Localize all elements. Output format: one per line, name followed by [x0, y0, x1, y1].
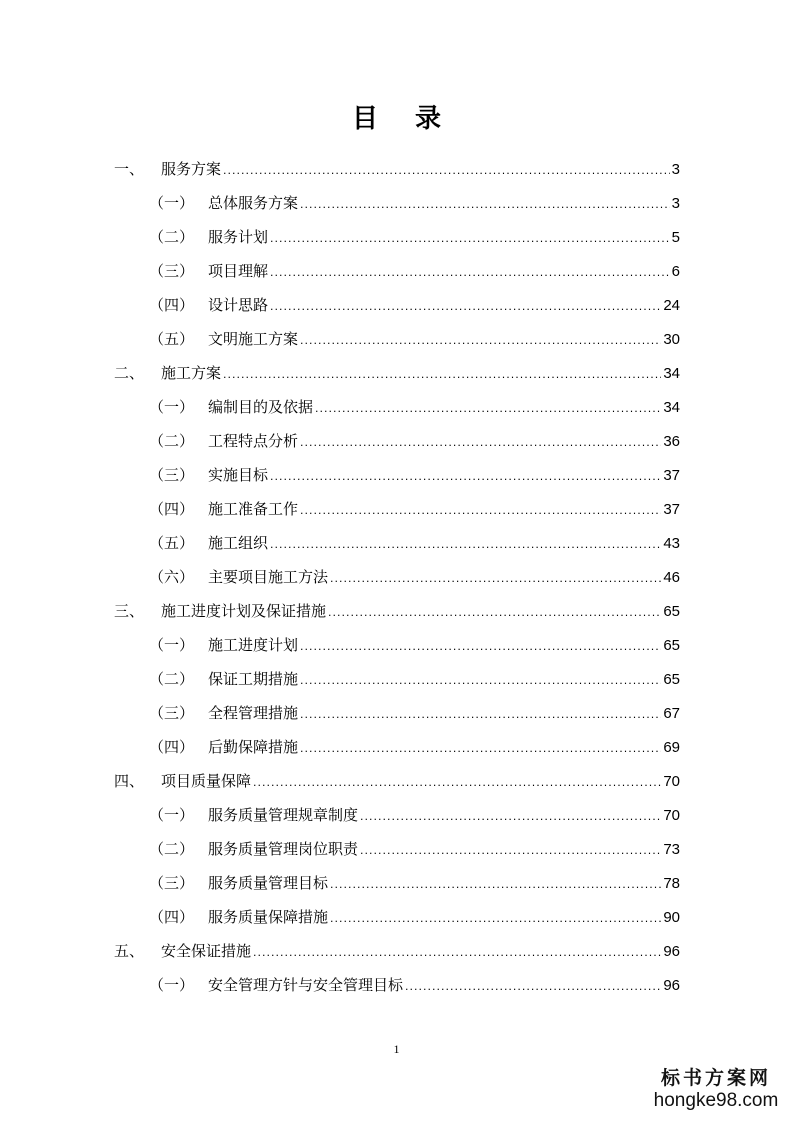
toc-dot-leader: [253, 766, 661, 800]
toc-dot-leader: [330, 902, 661, 936]
toc-dot-leader: [223, 358, 661, 392]
toc-entry-page: 37: [663, 467, 680, 484]
toc-entry-title: 服务方案: [161, 160, 222, 178]
toc-dot-leader: [300, 324, 661, 358]
toc-entry-title: 施工进度计划及保证措施: [161, 602, 327, 620]
page-number: 1: [393, 1042, 400, 1056]
toc-entry-title: 保证工期措施: [208, 670, 299, 688]
toc-subsection-entry[interactable]: [114, 424, 680, 458]
toc-entry-title: 编制目的及依据: [208, 398, 314, 416]
toc-dot-leader: [405, 970, 661, 1004]
toc-subsection-entry[interactable]: [114, 696, 680, 730]
toc-subsection-entry[interactable]: [114, 526, 680, 560]
toc-entry-number: （一）: [149, 194, 195, 212]
toc-dot-leader: [300, 630, 661, 664]
toc-entry-title: 服务质量管理目标: [208, 874, 329, 892]
toc-entry-page: 67: [663, 705, 680, 722]
toc-entry-page: 3: [671, 161, 680, 178]
toc-entry-number: （五）: [149, 534, 195, 552]
toc-subsection-entry[interactable]: [114, 662, 680, 696]
toc-subsection-entry[interactable]: [114, 798, 680, 832]
toc-entry-page: 46: [663, 569, 680, 586]
toc-entry-title: 实施目标: [208, 466, 269, 484]
toc-entry-title: 后勤保障措施: [208, 738, 299, 756]
toc-entry-number: （五）: [149, 330, 195, 348]
toc-section-entry[interactable]: [114, 934, 680, 968]
toc-dot-leader: [300, 732, 661, 766]
toc-entry-title: 施工进度计划: [208, 636, 299, 654]
toc-section-entry[interactable]: [114, 152, 680, 186]
toc-subsection-entry[interactable]: [114, 288, 680, 322]
toc-dot-leader: [223, 154, 670, 188]
toc-subsection-entry[interactable]: [114, 322, 680, 356]
toc-entry-title: 施工组织: [208, 534, 269, 552]
toc-entry-number: （三）: [149, 262, 195, 280]
toc-subsection-entry[interactable]: [114, 832, 680, 866]
toc-entry-page: 34: [663, 399, 680, 416]
toc-entry-title: 安全管理方针与安全管理目标: [208, 976, 404, 994]
toc-entry-number: （三）: [149, 874, 195, 892]
toc-entry-title: 服务质量管理岗位职责: [208, 840, 359, 858]
toc-entry-number: （三）: [149, 704, 195, 722]
toc-entry-page: 37: [663, 501, 680, 518]
toc-subsection-entry[interactable]: [114, 968, 680, 1002]
toc-entry-number: （一）: [149, 398, 195, 416]
toc-entry-page: 24: [663, 297, 680, 314]
toc-dot-leader: [300, 426, 661, 460]
toc-entry-number: （四）: [149, 908, 195, 926]
toc-entry-page: 34: [663, 365, 680, 382]
toc-entry-title: 工程特点分析: [208, 432, 299, 450]
toc-subsection-entry[interactable]: [114, 730, 680, 764]
toc-entry-page: 69: [663, 739, 680, 756]
toc-entry-title: 主要项目施工方法: [208, 568, 329, 586]
toc-dot-leader: [253, 936, 661, 970]
toc-entry-page: 90: [663, 909, 680, 926]
toc-subsection-entry[interactable]: [114, 900, 680, 934]
toc-dot-leader: [315, 392, 661, 426]
toc-entry-title: 服务质量保障措施: [208, 908, 329, 926]
toc-dot-leader: [270, 290, 661, 324]
toc-entry-title: 施工准备工作: [208, 500, 299, 518]
toc-dot-leader: [360, 834, 661, 868]
toc-entry-number: （二）: [149, 432, 195, 450]
toc-dot-leader: [300, 698, 661, 732]
toc-section-entry[interactable]: [114, 356, 680, 390]
toc-entry-title: 文明施工方案: [208, 330, 299, 348]
page-title: 目 录: [351, 104, 456, 134]
toc-entry-title: 设计思路: [208, 296, 269, 314]
toc-entry-title: 项目理解: [208, 262, 269, 280]
watermark-name: 标书方案网: [660, 1067, 771, 1089]
toc-entry-page: 73: [663, 841, 680, 858]
toc-entry-number: （四）: [149, 500, 195, 518]
toc-entry-number: （六）: [149, 568, 195, 586]
toc-dot-leader: [270, 256, 670, 290]
toc-subsection-entry[interactable]: [114, 866, 680, 900]
toc-entry-number: （一）: [149, 636, 195, 654]
toc-entry-number: （三）: [149, 466, 195, 484]
toc-subsection-entry[interactable]: [114, 186, 680, 220]
toc-entry-page: 3: [671, 195, 680, 212]
toc-dot-leader: [270, 460, 661, 494]
toc-entry-title: 服务计划: [208, 228, 269, 246]
toc-entry-number: （二）: [149, 228, 195, 246]
toc-dot-leader: [300, 188, 670, 222]
watermark-url: hongke98.com: [653, 1090, 779, 1111]
toc-entry-page: 96: [663, 943, 680, 960]
toc-dot-leader: [328, 596, 661, 630]
toc-entry-number: （四）: [149, 738, 195, 756]
toc-entry-page: 43: [663, 535, 680, 552]
toc-dot-leader: [330, 868, 661, 902]
toc-dot-leader: [360, 800, 661, 834]
toc-entry-number: 一、: [114, 160, 145, 178]
toc-entry-page: 6: [671, 263, 680, 280]
toc-entry-page: 96: [663, 977, 680, 994]
toc-entry-number: （二）: [149, 670, 195, 688]
toc-section-entry[interactable]: [114, 594, 680, 628]
toc-entry-page: 65: [663, 671, 680, 688]
toc-subsection-entry[interactable]: [114, 560, 680, 594]
toc-entry-number: 五、: [114, 942, 145, 960]
toc-entry-number: （一）: [149, 976, 195, 994]
toc-dot-leader: [330, 562, 661, 596]
toc-dot-leader: [270, 528, 661, 562]
toc-entry-title: 安全保证措施: [161, 942, 252, 960]
toc-entry-title: 服务质量管理规章制度: [208, 806, 359, 824]
toc-subsection-entry[interactable]: [114, 458, 680, 492]
toc-entry-page: 65: [663, 603, 680, 620]
toc-entry-page: 5: [671, 229, 680, 246]
watermark-logo: [651, 1063, 781, 1112]
toc-subsection-entry[interactable]: [114, 492, 680, 526]
toc-entry-title: 总体服务方案: [208, 194, 299, 212]
toc-entry-number: （一）: [149, 806, 195, 824]
toc-entry-number: （四）: [149, 296, 195, 314]
toc-subsection-entry[interactable]: [114, 628, 680, 662]
toc-entry-title: 全程管理措施: [208, 704, 299, 722]
toc-subsection-entry[interactable]: [114, 390, 680, 424]
toc-entry-number: 四、: [114, 772, 145, 790]
toc-entry-title: 施工方案: [161, 364, 222, 382]
toc-dot-leader: [270, 222, 670, 256]
toc-subsection-entry[interactable]: [114, 220, 680, 254]
toc-entry-number: （二）: [149, 840, 195, 858]
toc-entry-page: 30: [663, 331, 680, 348]
toc-entry-page: 78: [663, 875, 680, 892]
toc-section-entry[interactable]: [114, 764, 680, 798]
toc-entry-page: 65: [663, 637, 680, 654]
toc-dot-leader: [300, 664, 661, 698]
toc-entry-number: 三、: [114, 602, 145, 620]
toc-subsection-entry[interactable]: [114, 254, 680, 288]
toc-entry-title: 项目质量保障: [161, 772, 252, 790]
toc-entry-page: 70: [663, 807, 680, 824]
toc-entry-number: 二、: [114, 364, 145, 382]
toc-entry-page: 70: [663, 773, 680, 790]
toc-dot-leader: [300, 494, 661, 528]
toc-entry-page: 36: [663, 433, 680, 450]
table-of-contents: [114, 152, 680, 1002]
